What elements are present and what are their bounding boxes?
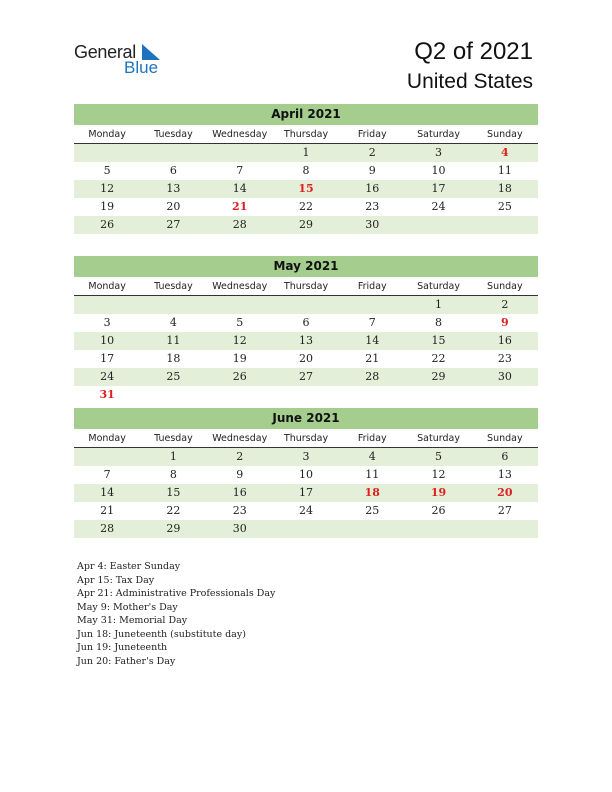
weekday-label: Tuesday: [154, 129, 193, 140]
date-cell: 8: [435, 316, 443, 329]
weekday-label: Tuesday: [154, 433, 193, 444]
date-cell: 25: [365, 504, 380, 517]
date-cell: 11: [365, 468, 380, 481]
date-cell: [405, 386, 471, 404]
holiday-date-cell: 20: [497, 486, 513, 499]
month-title: April 2021: [74, 104, 538, 125]
date-cell: 2: [236, 450, 244, 463]
country-name: United States: [406, 70, 533, 93]
holiday-date-cell: 21: [232, 200, 248, 213]
date-cell: 6: [169, 164, 177, 177]
date-cell: 1: [302, 146, 310, 159]
holiday-note: Jun 20: Father's Day: [77, 655, 176, 667]
weekday-label: Monday: [88, 433, 126, 444]
date-cell: 7: [368, 316, 376, 329]
date-cell: 30: [497, 370, 512, 383]
date-cell: 11: [166, 334, 181, 347]
generalblue-logo: [74, 42, 174, 78]
date-cell: 19: [232, 352, 247, 365]
date-cell: 22: [298, 200, 313, 213]
date-cell: [140, 386, 206, 404]
date-cell: 29: [298, 218, 313, 231]
date-cell: 5: [435, 450, 443, 463]
week-row: [74, 144, 538, 162]
date-cell: 30: [232, 522, 247, 535]
date-cell: 13: [166, 182, 181, 195]
date-cell: 1: [169, 450, 177, 463]
date-cell: 15: [431, 334, 446, 347]
weekday-label: Saturday: [417, 281, 460, 292]
holiday-date-cell: 31: [99, 388, 115, 401]
date-cell: 26: [100, 218, 115, 231]
date-cell: [339, 296, 405, 314]
week-row: [74, 484, 538, 502]
weekday-header-row: [74, 125, 538, 144]
date-cell: 14: [365, 334, 380, 347]
date-cell: 14: [232, 182, 247, 195]
date-cell: 1: [435, 298, 443, 311]
month-calendar-may: [74, 256, 538, 404]
date-cell: 10: [298, 468, 313, 481]
week-row: [74, 466, 538, 484]
holiday-note: Apr 4: Easter Sunday: [77, 561, 181, 572]
weekday-label: Tuesday: [154, 281, 193, 292]
date-cell: [140, 296, 206, 314]
week-row: [74, 502, 538, 520]
weekday-label: Thursday: [283, 129, 329, 140]
date-cell: 27: [298, 370, 313, 383]
date-cell: 10: [100, 334, 115, 347]
weekday-label: Monday: [88, 281, 126, 292]
month-title: May 2021: [74, 256, 538, 277]
month-title: June 2021: [74, 408, 538, 429]
weekday-header-row: [74, 277, 538, 296]
month-calendar-april: [74, 104, 538, 234]
date-cell: 21: [100, 504, 115, 517]
week-row: [74, 350, 538, 368]
weekday-label: Saturday: [417, 129, 460, 140]
weekday-label: Sunday: [487, 129, 523, 140]
date-cell: 25: [166, 370, 181, 383]
date-cell: 8: [169, 468, 177, 481]
quarter-title: Q2 of 2021: [414, 38, 533, 65]
weekday-label: Friday: [357, 433, 387, 444]
date-cell: 2: [501, 298, 509, 311]
date-cell: 28: [365, 370, 380, 383]
weekday-label: Thursday: [283, 433, 329, 444]
weekday-label: Wednesday: [212, 433, 268, 444]
weekday-label: Sunday: [487, 281, 523, 292]
week-row: [74, 386, 538, 404]
holiday-note: Jun 19: Juneteenth: [77, 642, 168, 653]
date-cell: 3: [103, 316, 111, 329]
date-cell: 7: [236, 164, 244, 177]
weekday-label: Friday: [357, 129, 387, 140]
date-cell: 21: [365, 352, 380, 365]
date-cell: 5: [103, 164, 111, 177]
week-row: [74, 332, 538, 350]
week-row: [74, 180, 538, 198]
date-cell: 24: [431, 200, 446, 213]
date-cell: [140, 144, 206, 162]
week-row: [74, 216, 538, 234]
date-cell: [74, 296, 140, 314]
date-cell: [273, 386, 339, 404]
week-row: [74, 520, 538, 538]
date-cell: 3: [302, 450, 310, 463]
holiday-note: May 9: Mother's Day: [77, 601, 178, 613]
weekday-label: Sunday: [487, 433, 523, 444]
date-cell: 17: [100, 352, 115, 365]
date-cell: 30: [365, 218, 380, 231]
date-cell: [207, 144, 273, 162]
holiday-date-cell: 9: [501, 316, 509, 329]
date-cell: 26: [431, 504, 446, 517]
date-cell: 12: [431, 468, 446, 481]
holiday-note: Apr 21: Administrative Professionals Day: [77, 588, 276, 599]
holiday-date-cell: 19: [430, 486, 447, 499]
date-cell: 18: [497, 182, 512, 195]
date-cell: 6: [501, 450, 509, 463]
date-cell: 7: [103, 468, 111, 481]
date-cell: [339, 386, 405, 404]
date-cell: [339, 520, 405, 538]
holiday-list: [77, 560, 275, 668]
date-cell: 16: [365, 182, 380, 195]
date-cell: 17: [431, 182, 446, 195]
date-cell: [472, 386, 538, 404]
holiday-date-cell: 4: [501, 146, 509, 159]
date-cell: [405, 520, 471, 538]
date-cell: 17: [298, 486, 313, 499]
logo-word-blue: Blue: [124, 58, 159, 77]
date-cell: 12: [232, 334, 247, 347]
weekday-label: Friday: [357, 281, 387, 292]
week-row: [74, 296, 538, 314]
date-cell: 15: [166, 486, 181, 499]
date-cell: 14: [100, 486, 115, 499]
week-row: [74, 198, 538, 216]
date-cell: 27: [497, 504, 512, 517]
holiday-note: May 31: Memorial Day: [77, 615, 188, 626]
date-cell: 28: [100, 522, 115, 535]
holiday-note: Apr 15: Tax Day: [77, 574, 155, 586]
date-cell: 4: [169, 316, 177, 329]
date-cell: 29: [431, 370, 446, 383]
holiday-date-cell: 18: [364, 486, 380, 499]
date-cell: [74, 144, 140, 162]
date-cell: [405, 216, 471, 234]
date-cell: 3: [435, 146, 443, 159]
date-cell: 20: [298, 352, 313, 365]
date-cell: 23: [497, 352, 512, 365]
date-cell: [207, 296, 273, 314]
date-cell: 27: [166, 218, 181, 231]
week-row: [74, 448, 538, 466]
date-cell: 20: [166, 200, 181, 213]
date-cell: [472, 520, 538, 538]
date-cell: 22: [431, 352, 446, 365]
holiday-note: Jun 18: Juneteenth (substitute day): [77, 628, 246, 640]
date-cell: 23: [365, 200, 380, 213]
weekday-label: Saturday: [417, 433, 460, 444]
date-cell: [273, 296, 339, 314]
weekday-header-row: [74, 429, 538, 448]
date-cell: 25: [497, 200, 512, 213]
date-cell: [273, 520, 339, 538]
date-cell: 5: [236, 316, 244, 329]
date-cell: 23: [232, 504, 247, 517]
weekday-label: Wednesday: [212, 129, 268, 140]
date-cell: 8: [302, 164, 310, 177]
date-cell: 18: [166, 352, 181, 365]
date-cell: [207, 386, 273, 404]
logo-word-general: General: [74, 42, 136, 62]
holiday-date-cell: 15: [298, 182, 314, 195]
weekday-label: Monday: [88, 129, 126, 140]
date-cell: 24: [298, 504, 313, 517]
date-cell: 16: [232, 486, 247, 499]
date-cell: [472, 216, 538, 234]
date-cell: 6: [302, 316, 310, 329]
date-cell: 2: [368, 146, 376, 159]
date-cell: 19: [100, 200, 115, 213]
date-cell: 13: [497, 468, 512, 481]
date-cell: 4: [368, 450, 376, 463]
date-cell: 12: [100, 182, 115, 195]
date-cell: [74, 448, 140, 466]
date-cell: 16: [497, 334, 512, 347]
weekday-label: Thursday: [283, 281, 329, 292]
date-cell: 9: [236, 468, 244, 481]
date-cell: 13: [298, 334, 313, 347]
week-row: [74, 368, 538, 386]
date-cell: 24: [100, 370, 115, 383]
date-cell: 29: [166, 522, 181, 535]
week-row: [74, 314, 538, 332]
date-cell: 22: [166, 504, 181, 517]
date-cell: 9: [368, 164, 376, 177]
date-cell: 10: [431, 164, 446, 177]
week-row: [74, 162, 538, 180]
weekday-label: Wednesday: [212, 281, 268, 292]
date-cell: 26: [232, 370, 247, 383]
date-cell: 11: [497, 164, 512, 177]
month-calendar-june: [74, 408, 538, 538]
date-cell: 28: [232, 218, 247, 231]
